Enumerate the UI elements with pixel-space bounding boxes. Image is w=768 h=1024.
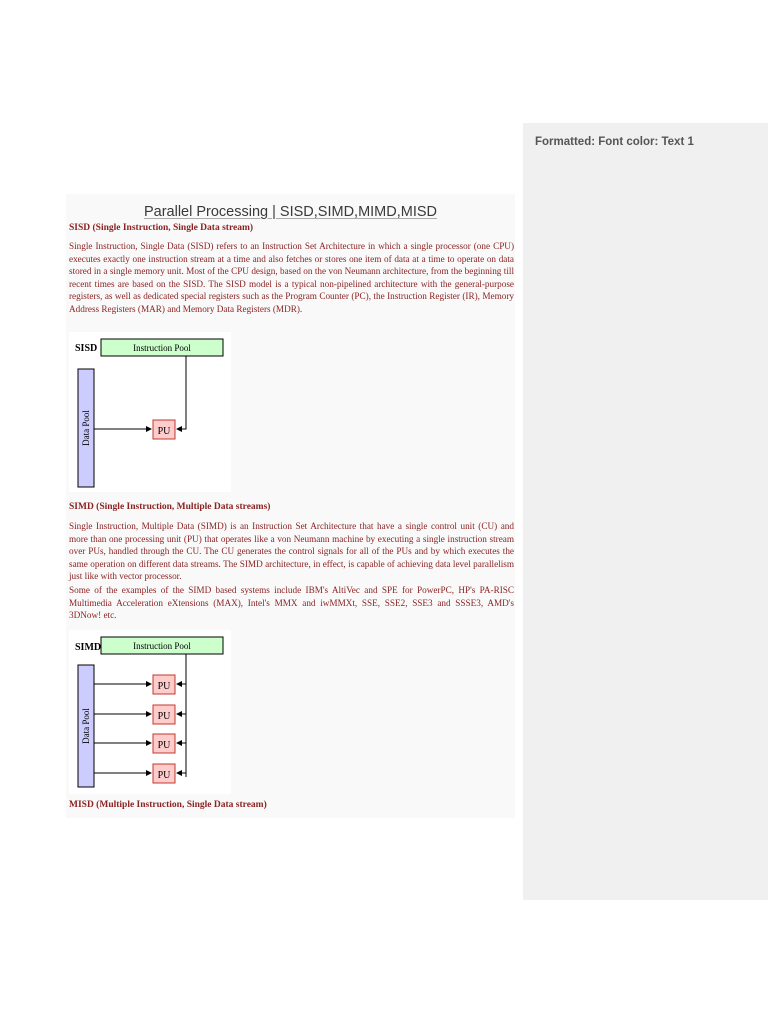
pu-label: PU — [157, 681, 171, 692]
pu-label: PU — [157, 770, 171, 781]
instruction-pool-label: Instruction Pool — [133, 641, 191, 651]
simd-diagram — [69, 630, 231, 794]
document-page — [66, 194, 515, 818]
comment-header: Formatted: Font color: Text 1 — [535, 136, 694, 148]
sisd-diagram-label: SISD — [75, 343, 98, 354]
comment-pane — [523, 123, 768, 900]
misd-heading: MISD (Multiple Instruction, Single Data stream) — [69, 800, 267, 810]
simd-paragraph-1: Single Instruction, Multiple Data (SIMD) is an Instruction Set Architecture that have a single control unit (CU) and more than one processing unit (PU) that operates like a von Neumann machine by executing a single instruction stream over PUs, handled through the CU. The CU generates the control signals for all of the PUs and by which executes the same operation on different data streams. The SIMD architecture, in effect, is capable of achieving data level parallelism just like with vector processor. — [69, 521, 514, 582]
instruction-pool-label: Instruction Pool — [133, 343, 191, 353]
data-pool-label: Data Pool — [81, 708, 91, 744]
simd-heading: SIMD (Single Instruction, Multiple Data streams) — [69, 502, 271, 512]
sisd-diagram — [69, 332, 231, 492]
sisd-paragraph: Single Instruction, Single Data (SISD) refers to an Instruction Set Architecture in which a single processor (one CPU) executes exactly one instruction stream at a time and also fetches or stores one item of data at a time to operate on data stored in a single memory unit. Most of the CPU design, based on the von Neumann architecture, from the beginning till recent times are based on the SISD. The SISD model is a typical non-pipelined architecture with the general-purpose registers, as well as dedicated special registers such as the Program Counter (PC), the Instruction Register (IR), Memory Address Registers (MAR) and Memory Data Registers (MDR). — [69, 241, 514, 314]
simd-diagram-label: SIMD — [75, 642, 102, 653]
pu-label: PU — [157, 426, 171, 437]
document-title: Parallel Processing | SISD,SIMD,MIMD,MISD — [143, 204, 438, 220]
data-pool-label: Data Pool — [81, 410, 91, 446]
pu-label: PU — [157, 711, 171, 722]
simd-paragraph-2: Some of the examples of the SIMD based systems include IBM's AltiVec and SPE for PowerPC, HP's PA-RISC Multimedia Acceleration eXtensions (MAX), Intel's MMX and iwMMXt, SSE, SSE2, SSE3 and SSSE3, AMD's 3DNow! etc. — [69, 585, 514, 621]
sisd-heading: SISD (Single Instruction, Single Data stream) — [69, 223, 254, 233]
instruction-arrow — [177, 356, 186, 429]
pu-label: PU — [157, 740, 171, 751]
